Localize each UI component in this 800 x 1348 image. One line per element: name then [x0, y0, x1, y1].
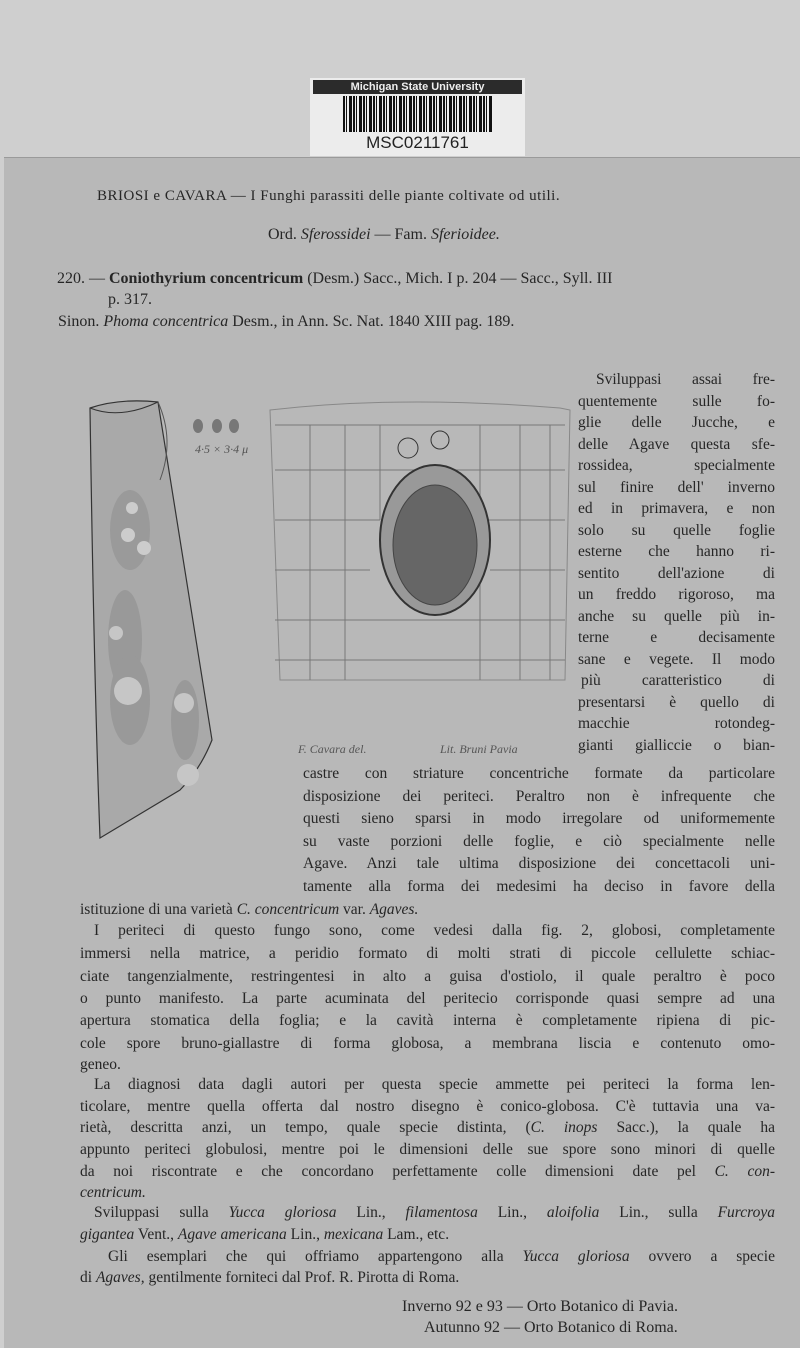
text-line	[578, 435, 775, 454]
text-segment: Sviluppasi assai fre-	[596, 371, 775, 388]
text-segment: più caratteristico di	[581, 672, 775, 689]
text-segment: filamentosa	[405, 1204, 478, 1221]
entry-number: 220. —	[57, 270, 105, 287]
text-segment: tamente alla forma dei medesimi ha deciso in favore della	[303, 878, 775, 895]
text-segment: Agaves.	[369, 901, 419, 918]
text-segment: esterne che hanno ri-	[578, 543, 775, 560]
text-line	[80, 1118, 775, 1137]
text-segment: terne e decisamente	[578, 629, 775, 646]
text-segment: Lin.,	[477, 1204, 547, 1221]
barcode-number: MSC0211761	[366, 133, 469, 152]
text-segment: o punto manifesto. La parte acuminata del peritecio corrisponde quasi sempre ad una	[80, 990, 775, 1007]
text-line	[578, 456, 775, 475]
text-segment: Lin., sulla	[599, 1204, 718, 1221]
text-segment: da noi riscontrate e che concordano perfettamente colle dimensioni date pel	[80, 1163, 715, 1180]
series-title: BRIOSI e CAVARA — I Funghi parassiti delle piante coltivate od utili.	[97, 188, 561, 204]
text-segment: castre con striature concentriche formate da particolare	[303, 765, 775, 782]
text-segment: su vaste porzioni delle foglie, e ciò specialmente nelle	[303, 832, 775, 850]
text-line	[578, 693, 775, 712]
text-segment: ed in primavera, e non	[578, 500, 775, 517]
text-line	[596, 370, 775, 389]
synonym-prefix: Sinon.	[58, 313, 100, 330]
text-segment: appunto periteci globulosi, mentre poi le dimensioni delle sue spore sono minori di quelle	[80, 1141, 775, 1158]
family-name: Sferioidee.	[430, 226, 500, 243]
text-segment: Yucca gloriosa	[522, 1248, 630, 1265]
text-segment: un freddo rigoroso, ma	[578, 586, 775, 603]
text-segment: Agave. Anzi tale ultima disposizione dei concettacoli uni-	[303, 855, 775, 873]
text-line	[578, 628, 775, 647]
text-segment: gigantea	[80, 1226, 135, 1243]
text-segment: questi sieno sparsi in modo irregolare od uniformemente	[303, 810, 775, 828]
text-segment: aloifolia	[546, 1204, 600, 1221]
text-line	[578, 736, 775, 755]
text-line	[578, 413, 775, 432]
text-segment: La diagnosi data dagli autori per questa specie ammette pei periteci la forma len-	[94, 1076, 775, 1093]
text-line	[80, 1011, 775, 1030]
species-citation: (Desm.) Sacc., Mich. I p. 204 — Sacc., Syll. III	[307, 270, 613, 287]
text-segment: Agave americana	[177, 1226, 287, 1243]
text-segment: di	[80, 1269, 96, 1286]
synonym-name: Phoma concentrica	[103, 313, 229, 330]
text-segment: immersi nella matrice, a peridio formato di molti strati di piccole cellulette schiac-	[80, 945, 775, 962]
text-segment: Gli esemplari che qui offriamo appartengono alla	[108, 1248, 523, 1265]
spores-drawing	[193, 419, 239, 433]
text-segment: macchie rotondeg-	[578, 715, 775, 732]
text-segment: mexicana	[323, 1226, 384, 1243]
text-segment: var.	[339, 901, 370, 918]
species-name: Coniothyrium concentricum	[109, 270, 304, 287]
text-segment: presentarsi è quello di	[578, 693, 775, 711]
synonym-line	[58, 313, 514, 331]
text-line	[578, 521, 775, 540]
taxonomy-line	[268, 226, 500, 244]
text-segment: glie delle Jucche, e	[578, 414, 775, 431]
text-segment: Yucca gloriosa	[228, 1204, 337, 1221]
species-citation-cont: p. 317.	[108, 291, 152, 308]
species-entry	[57, 270, 612, 288]
text-segment: centricum.	[80, 1184, 146, 1201]
text-line	[303, 832, 775, 851]
locality-2: Autunno 92 — Orto Botanico di Roma.	[424, 1319, 678, 1336]
text-line	[80, 900, 775, 919]
text-segment: ovvero a specie	[629, 1248, 775, 1265]
text-segment: Lin.,	[286, 1226, 324, 1243]
text-segment: ciate tangenzialmente, restringentesi in alto a guisa d'ostiolo, il quale peraltro è poco	[80, 968, 775, 985]
text-line	[303, 877, 775, 896]
order-name: Sferossidei	[300, 226, 371, 243]
text-line	[578, 564, 775, 583]
barcode-bars	[343, 96, 493, 132]
text-line	[578, 499, 775, 518]
barcode-label	[310, 78, 525, 156]
text-line	[578, 714, 775, 733]
text-line	[80, 1097, 775, 1116]
text-segment: C. con-	[714, 1163, 775, 1180]
text-line	[80, 1183, 775, 1202]
text-segment: sul finire dell' inverno	[578, 478, 775, 496]
spore-size-label: 4·5 × 3·4 μ	[195, 442, 249, 456]
text-segment: Sacc.), la quale ha	[597, 1119, 776, 1136]
text-line	[80, 989, 775, 1008]
text-segment: rietà, descritta anzi, un tempo, quale specie distinta, (	[80, 1119, 531, 1136]
barcode-institution: Michigan State University	[313, 80, 522, 94]
text-line	[303, 764, 775, 783]
order-prefix: Ord.	[268, 226, 297, 243]
cross-section-drawing	[270, 402, 570, 680]
text-segment: gentilmente forniteci dal Prof. R. Pirotta di Roma.	[144, 1269, 460, 1286]
text-segment: solo su quelle foglie	[578, 521, 775, 539]
text-line	[303, 809, 775, 828]
text-segment: Sviluppasi sulla	[94, 1204, 229, 1221]
text-segment: gianti gialliccie o bian-	[578, 736, 775, 754]
text-line	[80, 944, 775, 963]
text-line	[578, 650, 775, 669]
text-segment: quentemente sulle fo-	[578, 392, 775, 410]
text-segment: Vent.,	[134, 1226, 178, 1243]
synonym-reference: Desm., in Ann. Sc. Nat. 1840 XIII pag. 189.	[232, 313, 515, 330]
text-segment: sentito dell'azione di	[578, 564, 775, 582]
text-line	[581, 671, 775, 690]
text-segment: rossidea, specialmente	[578, 457, 775, 474]
text-segment: C. concentricum	[236, 901, 340, 918]
text-segment: I periteci di questo fungo sono, come vedesi dalla fig. 2, globosi, completamente	[94, 922, 775, 939]
text-line	[578, 585, 775, 604]
text-line	[80, 1162, 775, 1181]
text-segment: Lam., etc.	[383, 1226, 450, 1243]
text-line	[578, 392, 775, 411]
illustrator-credit: F. Cavara del.	[298, 742, 367, 756]
text-line	[94, 1203, 775, 1222]
text-segment: C. inops	[530, 1119, 598, 1136]
text-line	[303, 787, 775, 806]
text-segment: ticolare, mentre quella offerta dal nostro disegno è conico-globosa. C'è tuttavia una va-	[80, 1098, 775, 1115]
text-line	[80, 1225, 775, 1244]
text-segment: sane e vegete. Il modo	[578, 650, 775, 668]
text-line	[80, 967, 775, 986]
lithographer-credit: Lit. Bruni Pavia	[440, 742, 518, 756]
text-line	[80, 1268, 775, 1287]
text-line	[80, 1140, 775, 1159]
text-segment: delle Agave questa sfe-	[578, 435, 775, 453]
text-line	[578, 478, 775, 497]
leaf-drawing	[90, 401, 212, 838]
text-line	[578, 542, 775, 561]
text-line	[80, 1055, 775, 1074]
text-segment: disposizione dei periteci. Peraltro non è infrequente che	[303, 787, 775, 805]
text-segment: Furcroya	[717, 1204, 775, 1221]
text-line	[578, 607, 775, 626]
text-line	[80, 1034, 775, 1053]
text-segment: istituzione di una varietà	[80, 901, 237, 918]
locality-1: Inverno 92 e 93 — Orto Botanico di Pavia.	[402, 1298, 678, 1315]
text-segment: Agaves,	[95, 1269, 145, 1286]
text-line	[94, 921, 775, 940]
family-prefix: — Fam.	[374, 226, 427, 243]
text-segment: geneo.	[80, 1056, 121, 1073]
text-segment: Lin.,	[336, 1204, 406, 1221]
text-line	[108, 1247, 775, 1266]
text-segment: cole spore bruno-giallastre di forma globosa, a membrana liscia e contenuto omo-	[80, 1035, 775, 1052]
text-segment: apertura stomatica della foglia; e la cavità interna è completamente ripiena di pic-	[80, 1012, 775, 1029]
text-line	[94, 1075, 775, 1094]
text-line	[303, 854, 775, 873]
text-segment: anche su quelle più in-	[578, 607, 775, 625]
